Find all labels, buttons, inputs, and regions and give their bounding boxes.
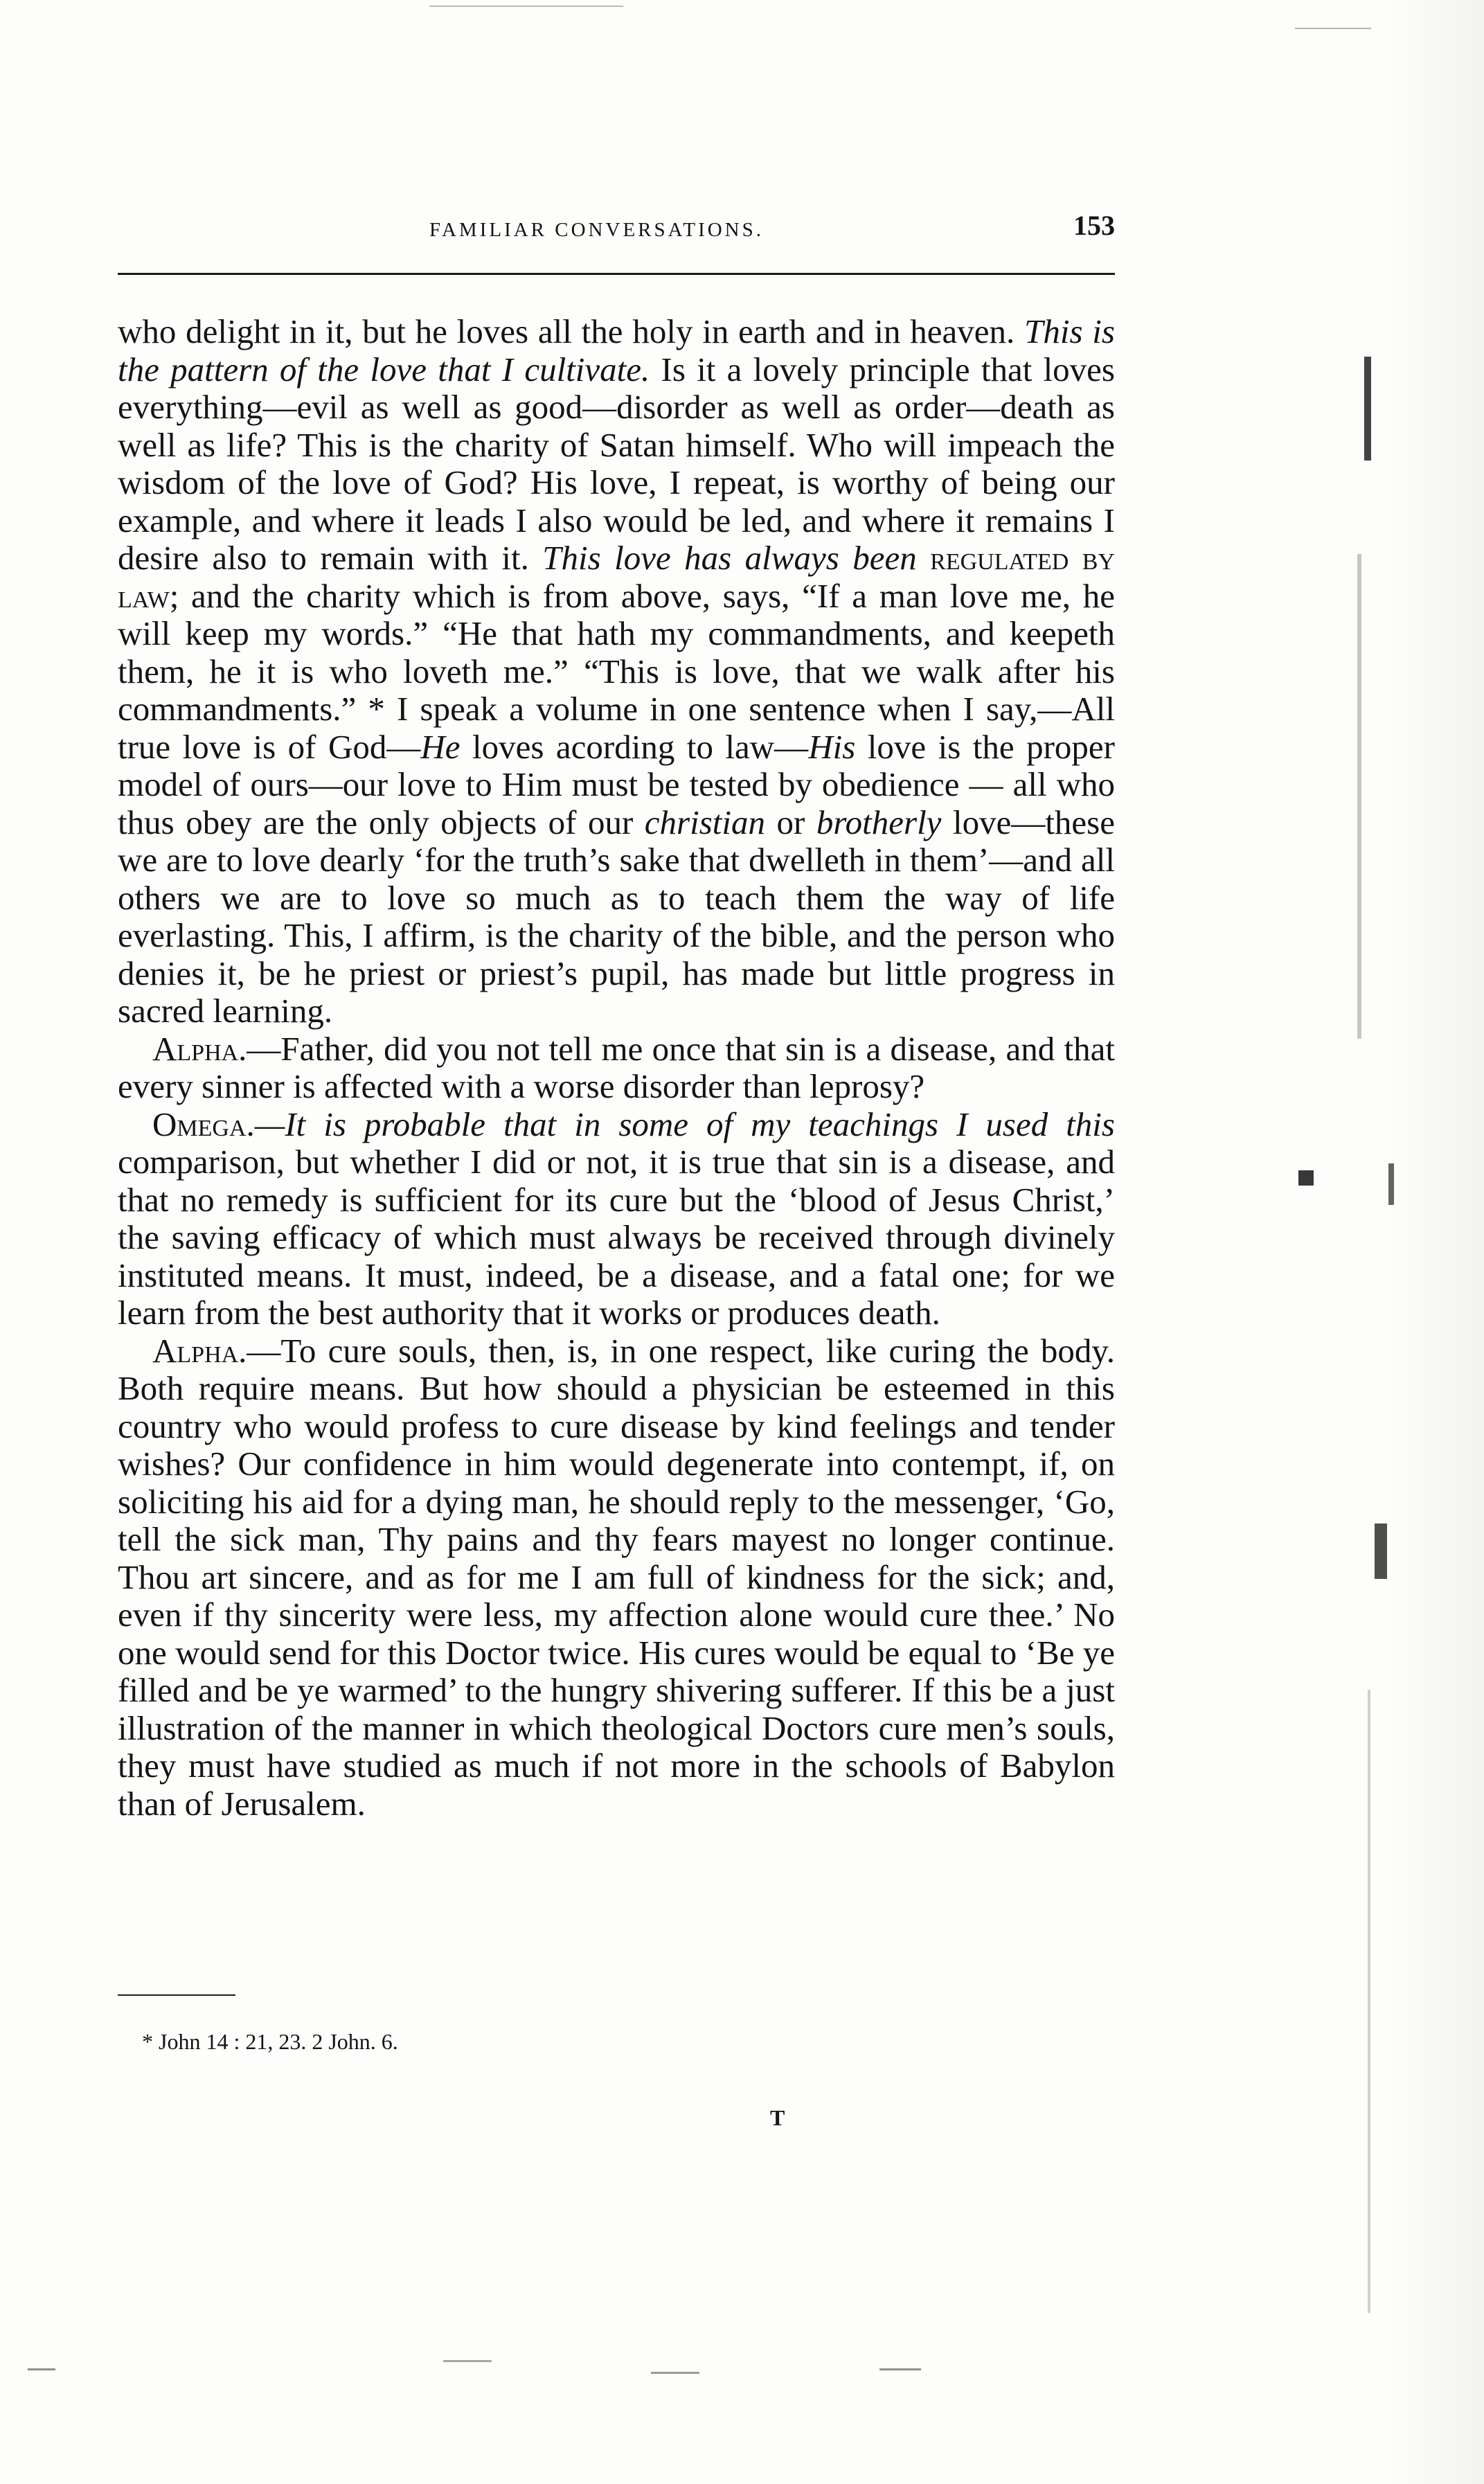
paragraph: who delight in it, but he loves all the holy in earth and in heaven. This is the pattern of the love that I cultivate. Is it a lovely principle that loves everything—evil as well as good—disorder as well as order—death as well as life? This is the charity of Satan himself. Who will impeach the wisdom of the love of God? His love, I repeat, is worthy of being our example, and where it leads I also would be led, and where it remains I desire also to remain with it. This love has always been regulated by law; and the charity which is from above, says, “If a man love me, he will keep my words.” “He that hath my commandments, and keepeth them, he it is who loveth me.” “This is love, that we walk after his commandments.” * I speak a volume in one sentence when I say,—All true love is of God—He loves acording to law—His love is the proper model of ours—our love to Him must be tested by obedience — all who thus obey are the only objects of our christian or brotherly love—these we are to love dearly ‘for the truth’s sake that dwelleth in them’—and all others we are to love so much as to teach them the way of life everlasting. This, I affirm, is the charity of the bible, and the person who denies it, be he priest or priest’s pupil, has made but little progress in sacred learning.: [118, 312, 1115, 1030]
scan-mark: [1368, 1690, 1370, 2313]
scan-mark: [1375, 1524, 1387, 1579]
paragraph: Omega.—It is probable that in some of my teachings I used this comparison, but whether I did or not, it is true that sin is a disease, and that no remedy is sufficient for its cure but the ‘blood of Jesus Christ,’ the saving efficacy of which must always be received through divinely instituted means. It must, indeed, be a disease, and a fatal one; for we learn from the best authority that it works or produces death.: [118, 1105, 1115, 1332]
scan-mark: [443, 2360, 492, 2362]
scan-mark: [1388, 1163, 1394, 1205]
paragraph: Alpha.—Father, did you not tell me once that sin is a disease, and that every sinner is affected with a worse disorder than leprosy?: [118, 1029, 1115, 1105]
scan-mark: [651, 2372, 699, 2374]
signature-mark: T: [770, 2105, 785, 2130]
running-header: [118, 206, 1115, 248]
body-text: [118, 313, 1115, 1823]
running-title: FAMILIAR CONVERSATIONS.: [429, 219, 764, 241]
speaker-name: Omega.: [152, 1105, 255, 1143]
page-number: 153: [1073, 210, 1115, 241]
paragraph: Alpha.—To cure souls, then, is, in one respect, like curing the body. Both require means. But how should a physician be esteemed in this country who would profess to cure disease by kind feelings and tender wishes? Our confidence in him would degenerate into contempt, if, on soliciting his aid for a dying man, he should reply to the messenger, ‘Go, tell the sick man, Thy pains and thy fears mayest no longer continue. Thou art sincere, and as for me I am full of kindness for the sick; and, even if thy sincerity were less, my affection alone would cure thee.’ No one would send for this Doctor twice. His cures would be equal to ‘Be ye filled and be ye warmed’ to the hungry shivering sufferer. If this be a just illustration of the manner in which theological Doctors cure men’s souls, they must have studied as much if not more in the schools of Babylon than of Jerusalem.: [118, 1331, 1115, 1823]
scan-mark: [28, 2368, 55, 2370]
scan-mark: [429, 6, 623, 7]
footnote-rule: [118, 1994, 235, 1996]
speaker-name: Alpha.: [152, 1331, 247, 1370]
scan-mark: [879, 2368, 921, 2370]
scan-mark: [1357, 554, 1361, 1039]
scan-mark: [1295, 28, 1371, 29]
header-rule: [118, 273, 1115, 275]
scan-edge-shadow: [1387, 0, 1484, 2484]
scan-mark: [1364, 357, 1371, 461]
scan-mark: [1298, 1170, 1314, 1186]
speaker-name: Alpha.: [152, 1029, 247, 1068]
footnote: * John 14 : 21, 23. 2 John. 6.: [142, 2029, 398, 2054]
